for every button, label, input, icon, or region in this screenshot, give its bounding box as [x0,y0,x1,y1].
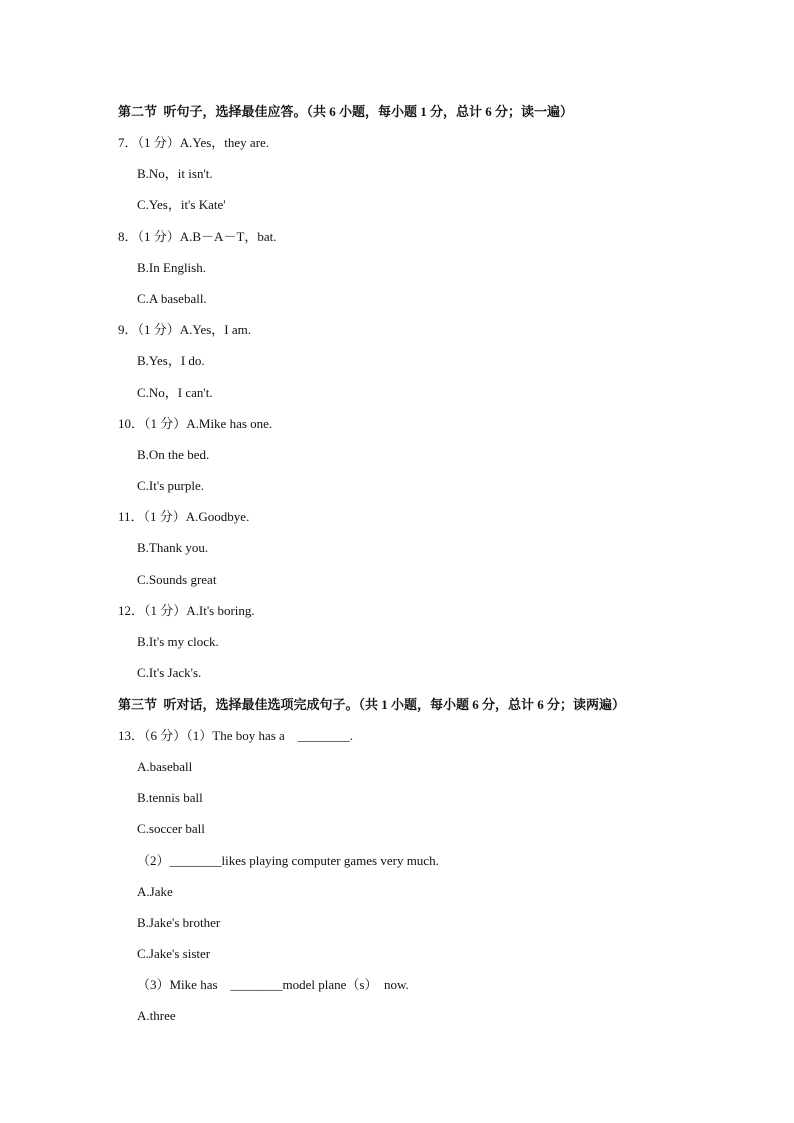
question-10-option-c: C.It's purple. [137,478,204,493]
question-13-1-option-b: B.tennis ball [137,790,203,805]
question-7-option-b: B.No，it isn't. [137,166,213,181]
question-12-stem: 12．（1 分）A.It's boring. [118,603,255,618]
question-11-option-c: C.Sounds great [137,572,217,587]
question-11-stem: 11．（1 分）A.Goodbye. [118,509,250,524]
question-10-option-b: B.On the bed. [137,447,210,462]
question-9-option-b: B.Yes，I do. [137,353,205,368]
question-7-stem: 7．（1 分）A.Yes，they are. [118,135,270,150]
question-7-option-c: C.Yes，it's Kate' [137,197,226,212]
question-12-option-b: B.It's my clock. [137,634,219,649]
question-10-stem: 10．（1 分）A.Mike has one. [118,416,273,431]
question-13-2-option-a: A.Jake [137,884,173,899]
question-8-stem: 8．（1 分）A.B－A－T，bat. [118,229,277,244]
question-13-2-option-c: C.Jake's sister [137,946,211,961]
question-8-option-c: C.A baseball. [137,291,207,306]
question-13-2-stem: （2）________likes playing computer games very much. [137,853,439,868]
section-3-title: 第三节 听对话，选择最佳选项完成句子。（共 1 小题，每小题 6 分，总计 6 分；读两遍） [118,697,626,712]
question-9-stem: 9．（1 分）A.Yes，I am. [118,322,252,337]
question-13-stem: 13．（6 分）（1）The boy has a ________. [118,728,354,743]
question-13-3-stem: （3）Mike has ________model plane（s） now. [137,977,409,992]
question-12-option-c: C.It's Jack's. [137,665,202,680]
question-13-3-option-a: A.three [137,1008,176,1023]
question-9-option-c: C.No，I can't. [137,385,213,400]
question-8-option-b: B.In English. [137,260,206,275]
question-13-1-option-c: C.soccer ball [137,821,205,836]
question-13-1-option-a: A.baseball [137,759,193,774]
question-11-option-b: B.Thank you. [137,540,209,555]
question-13-2-option-b: B.Jake's brother [137,915,221,930]
section-2-title: 第二节 听句子，选择最佳应答。（共 6 小题，每小题 1 分，总计 6 分；读一遍） [118,104,574,119]
